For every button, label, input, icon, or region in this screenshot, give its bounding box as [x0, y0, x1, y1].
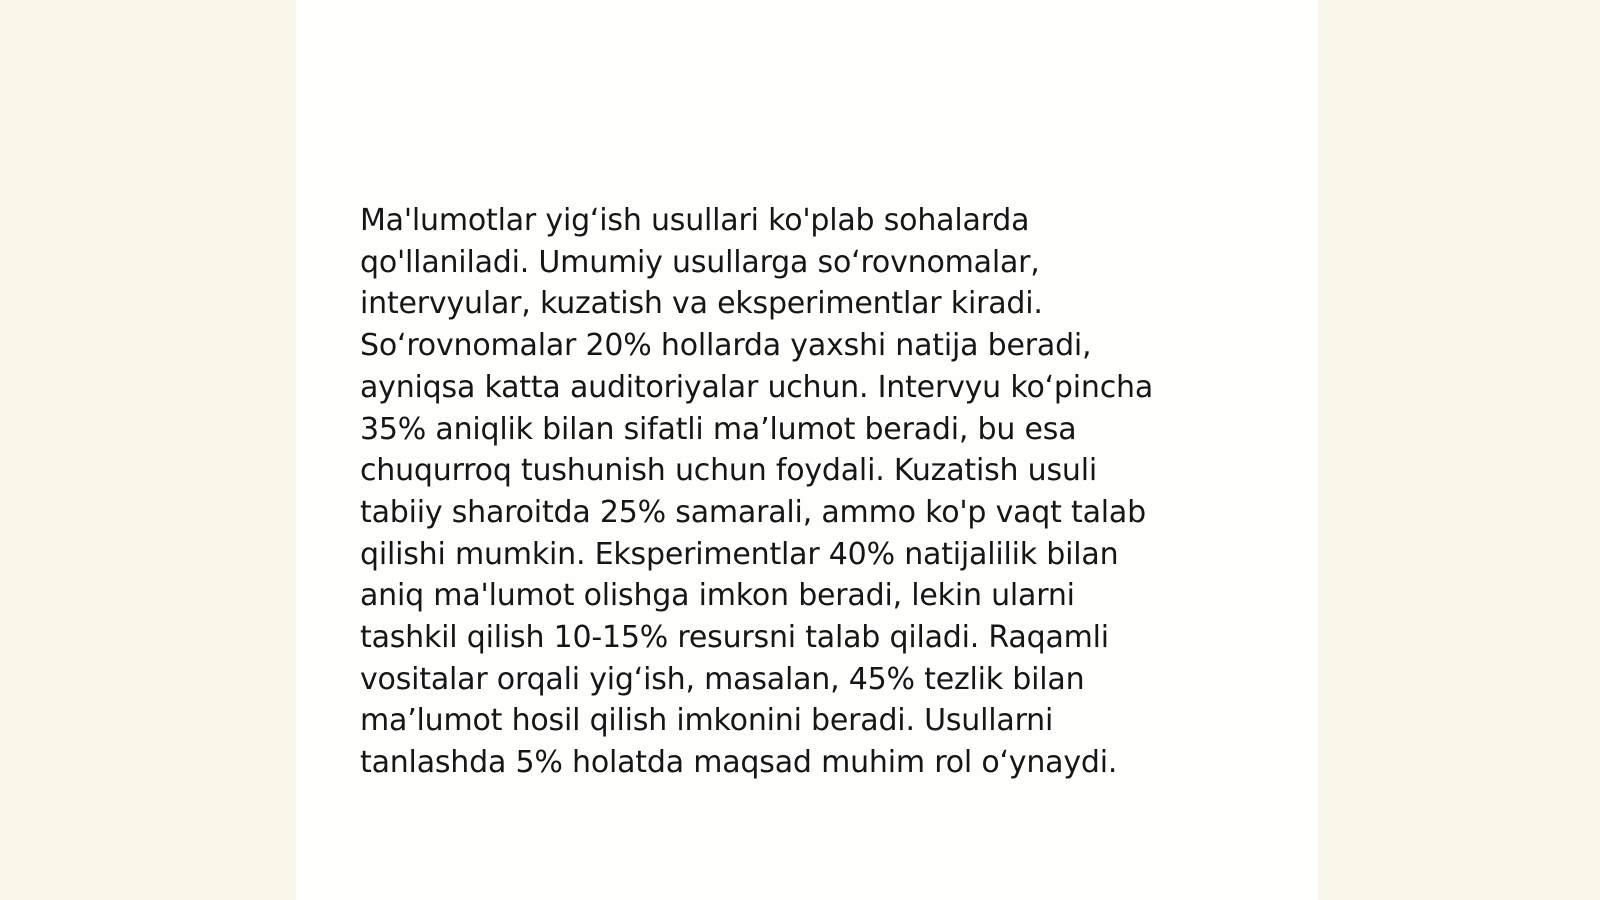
paragraph-line: Ma'lumotlar yig‘ish usullari ko'plab sohalarda [360, 203, 1030, 238]
paragraph-line: 35% aniqlik bilan sifatli ma’lumot beradi, bu esa [360, 411, 1077, 447]
paragraph-line: ayniqsa katta auditoriyalar uchun. Intervyu ko‘pincha [360, 369, 1154, 405]
paragraph-line: qo'llaniladi. Umumiy usullarga so‘rovnomalar, [360, 244, 1040, 280]
paragraph-line: qilishi mumkin. Eksperimentlar 40% natijalilik bilan [360, 536, 1119, 572]
paragraph-line: So‘rovnomalar 20% hollarda yaxshi natija beradi, [360, 328, 1092, 364]
paragraph-line: aniq ma'lumot olishga imkon beradi, lekin ularni [360, 578, 1075, 614]
paragraph-line: tashkil qilish 10-15% resursni talab qiladi. Raqamli [360, 620, 1109, 656]
body-paragraph [360, 200, 1240, 784]
paragraph-line: intervyular, kuzatish va eksperimentlar kiradi. [360, 286, 1043, 322]
paragraph-line: vositalar orqali yig‘ish, masalan, 45% tezlik bilan [360, 661, 1085, 697]
paragraph-line: tanlashda 5% holatda maqsad muhim rol o‘ynaydi. [360, 745, 1118, 781]
slide-page [296, 0, 1318, 900]
paragraph-line: chuqurroq tushunish uchun foydali. Kuzatish usuli [360, 453, 1098, 489]
paragraph-line: tabiiy sharoitda 25% samarali, ammo ko'p vaqt talab [360, 494, 1146, 530]
paragraph-line: ma’lumot hosil qilish imkonini beradi. Usullarni [360, 703, 1054, 739]
